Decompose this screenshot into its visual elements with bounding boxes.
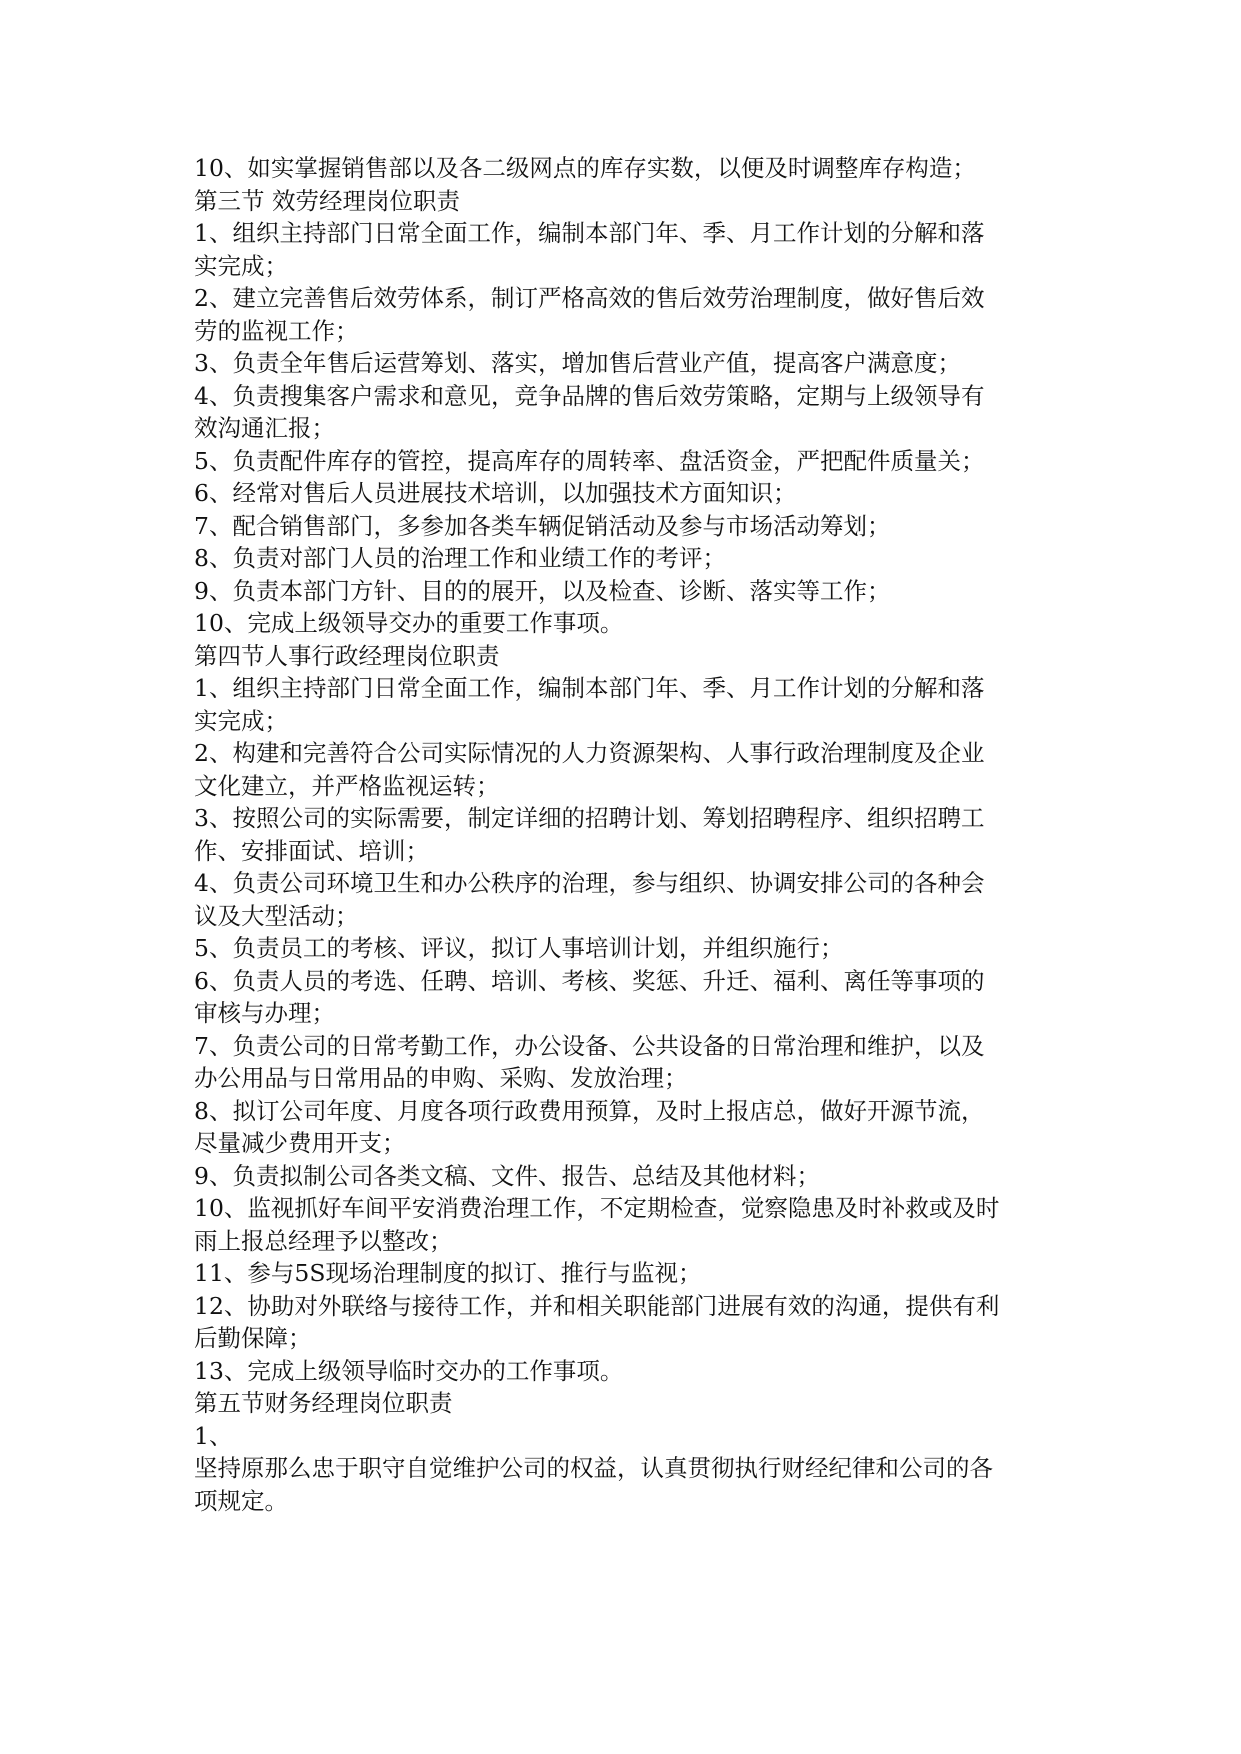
text-line: 6、经常对售后人员进展技术培训，以加强技术方面知识； bbox=[194, 479, 797, 507]
text-line: 13、完成上级领导临时交办的工作事项。 bbox=[194, 1356, 624, 1385]
text-line: 项规定。 bbox=[194, 1486, 288, 1515]
text-line: 5、负责员工的考核、评议，拟订人事培训计划，并组织施行； bbox=[194, 934, 844, 962]
text-line: 10、完成上级领导交办的重要工作事项。 bbox=[194, 609, 624, 637]
text-line: 7、负责公司的日常考勤工作，办公设备、公共设备的日常治理和维护，以及 bbox=[194, 1031, 985, 1060]
text-line: 办公用品与日常用品的申购、采购、发放治理； bbox=[194, 1064, 688, 1092]
text-line: 1、组织主持部门日常全面工作，编制本部门年、季、月工作计划的分解和落 bbox=[194, 674, 985, 702]
document-body bbox=[194, 152, 1054, 1517]
text-line: 8、拟订公司年度、月度各项行政费用预算，及时上报店总，做好开源节流， bbox=[194, 1096, 985, 1125]
text-line: 文化建立，并严格监视运转； bbox=[194, 771, 500, 800]
text-line: 9、负责本部门方针、目的的展开，以及检查、诊断、落实等工作； bbox=[194, 576, 891, 605]
text-line: 审核与办理； bbox=[194, 999, 335, 1027]
text-line: 2、构建和完善符合公司实际情况的人力资源架构、人事行政治理制度及企业 bbox=[194, 739, 985, 767]
text-line: 实完成； bbox=[194, 251, 288, 280]
text-line: 坚持原那么忠于职守自觉维护公司的权益，认真贯彻执行财经纪律和公司的各 bbox=[194, 1454, 993, 1482]
text-line: 第三节 效劳经理岗位职责 bbox=[194, 186, 460, 215]
text-line: 第五节财务经理岗位职责 bbox=[194, 1389, 453, 1417]
text-line: 6、负责人员的考选、任聘、培训、考核、奖惩、升迁、福利、离任等事项的 bbox=[194, 966, 985, 995]
text-line: 第四节人事行政经理岗位职责 bbox=[194, 641, 500, 670]
text-line: 1、组织主持部门日常全面工作，编制本部门年、季、月工作计划的分解和落 bbox=[194, 219, 985, 247]
text-line: 2、建立完善售后效劳体系，制订严格高效的售后效劳治理制度，做好售后效 bbox=[194, 284, 985, 312]
text-line: 11、参与5S现场治理制度的拟订、推行与监视； bbox=[194, 1259, 702, 1287]
text-line: 尽量减少费用开支； bbox=[194, 1129, 406, 1157]
text-line: 4、负责公司环境卫生和办公秩序的治理，参与组织、协调安排公司的各种会 bbox=[194, 869, 985, 897]
text-line: 后勤保障； bbox=[194, 1324, 312, 1352]
text-line: 12、协助对外联络与接待工作，并和相关职能部门进展有效的沟通，提供有利 bbox=[194, 1291, 1000, 1320]
text-line: 10、监视抓好车间平安消费治理工作，不定期检查，觉察隐患及时补救或及时 bbox=[194, 1194, 1000, 1222]
text-line: 9、负责拟制公司各类文稿、文件、报告、总结及其他材料； bbox=[194, 1161, 820, 1190]
text-line: 8、负责对部门人员的治理工作和业绩工作的考评； bbox=[194, 544, 726, 572]
text-line: 5、负责配件库存的管控，提高库存的周转率、盘活资金，严把配件质量关； bbox=[194, 446, 985, 475]
text-line: 10、如实掌握销售部以及各二级网点的库存实数，以便及时调整库存构造； bbox=[194, 154, 976, 182]
text-line: 7、配合销售部门，多参加各类车辆促销活动及参与市场活动筹划； bbox=[194, 511, 891, 540]
text-line: 3、按照公司的实际需要，制定详细的招聘计划、筹划招聘程序、组织招聘工 bbox=[194, 804, 985, 832]
text-line: 1、 bbox=[194, 1421, 233, 1450]
text-line: 雨上报总经理予以整改； bbox=[194, 1226, 453, 1255]
text-line: 作、安排面试、培训； bbox=[194, 836, 429, 865]
text-line: 3、负责全年售后运营筹划、落实，增加售后营业产值，提高客户满意度； bbox=[194, 349, 961, 377]
text-line: 4、负责搜集客户需求和意见，竞争品牌的售后效劳策略，定期与上级领导有 bbox=[194, 381, 985, 410]
text-line: 实完成； bbox=[194, 706, 288, 735]
text-line: 议及大型活动； bbox=[194, 901, 359, 930]
text-line: 劳的监视工作； bbox=[194, 316, 359, 345]
text-line: 效沟通汇报； bbox=[194, 414, 335, 442]
